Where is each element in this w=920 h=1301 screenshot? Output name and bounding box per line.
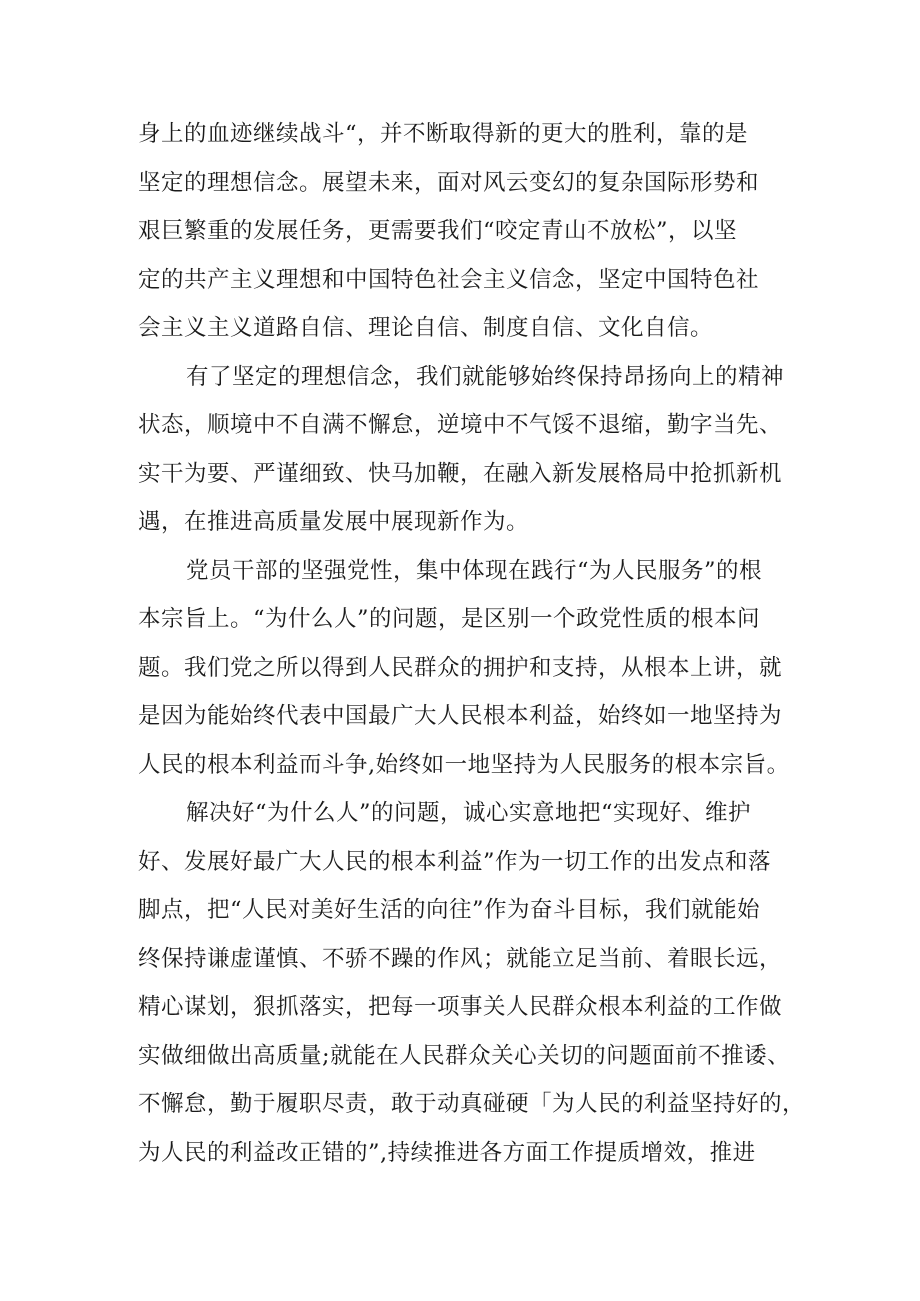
body-text bbox=[138, 110, 806, 1177]
paragraph-first-line: 党员干部的坚强党性，集中体现在践行“为人民服务”的根 bbox=[186, 557, 763, 584]
text-line: 实做细做出高质量;就能在人民群众关心关切的问题面前不推诿、 bbox=[138, 1042, 791, 1069]
text-line: 不懈怠，勤于履职尽责，敢于动真碰硬「为人民的利益坚持好的， bbox=[138, 1091, 806, 1117]
text-line: 本宗旨上。“为什么人”的问题，是区别一个政党性质的根本问 bbox=[138, 606, 761, 632]
text-line: 艰巨繁重的发展任务，更需要我们“咬定青山不放松”，以坚 bbox=[138, 218, 738, 244]
text-line: 会主义主义道路自信、理论自信、制度自信、文化自信。 bbox=[138, 315, 714, 341]
text-line: 为人民的利益改正错的”,持续推进各方面工作提质增效，推进 bbox=[138, 1139, 756, 1166]
text-line: 遇，在推进高质量发展中展现新作为。 bbox=[138, 509, 530, 535]
text-line: 身上的血迹继续战斗“，并不断取得新的更大的胜利，靠的是 bbox=[138, 121, 749, 147]
paragraph-first-line: 有了坚定的理想信念，我们就能够始终保持昂扬向上的精神 bbox=[186, 363, 785, 390]
text-line: 精心谋划，狠抓落实，把每一项事关人民群众根本利益的工作做 bbox=[138, 994, 783, 1020]
text-line: 终保持谦虚谨慎、不骄不躁的作风；就能立足当前、着眼长远， bbox=[138, 945, 783, 972]
text-line: 脚点，把“人民对美好生活的向往”作为奋斗目标，我们就能始 bbox=[138, 897, 761, 923]
text-line: 好、发展好最广大人民的根本利益”作为一切工作的出发点和落 bbox=[138, 848, 772, 875]
text-line: 坚定的理想信念。展望未来，面对风云变幻的复杂国际形势和 bbox=[138, 169, 760, 196]
text-line: 状态，顺境中不自满不懈怠，逆境中不气馁不退缩，勤字当先、 bbox=[138, 412, 783, 438]
text-line: 定的共产主义理想和中国特色社会主义信念，坚定中国特色社 bbox=[138, 266, 760, 293]
paragraph-first-line: 解决好“为什么人”的问题，诚心实意地把“实现好、维护 bbox=[186, 800, 752, 826]
text-line: 题。我们党之所以得到人民群众的拥护和支持，从根本上讲，就 bbox=[138, 654, 783, 681]
text-line: 实干为要、严谨细致、快马加鞭，在融入新发展格局中抢抓新机 bbox=[138, 460, 783, 487]
text-line: 人民的根本利益而斗争,始终如一地坚持为人民服务的根本宗旨。 bbox=[138, 751, 790, 778]
text-line: 是因为能始终代表中国最广大人民根本利益，始终如一地坚持为 bbox=[138, 703, 783, 729]
